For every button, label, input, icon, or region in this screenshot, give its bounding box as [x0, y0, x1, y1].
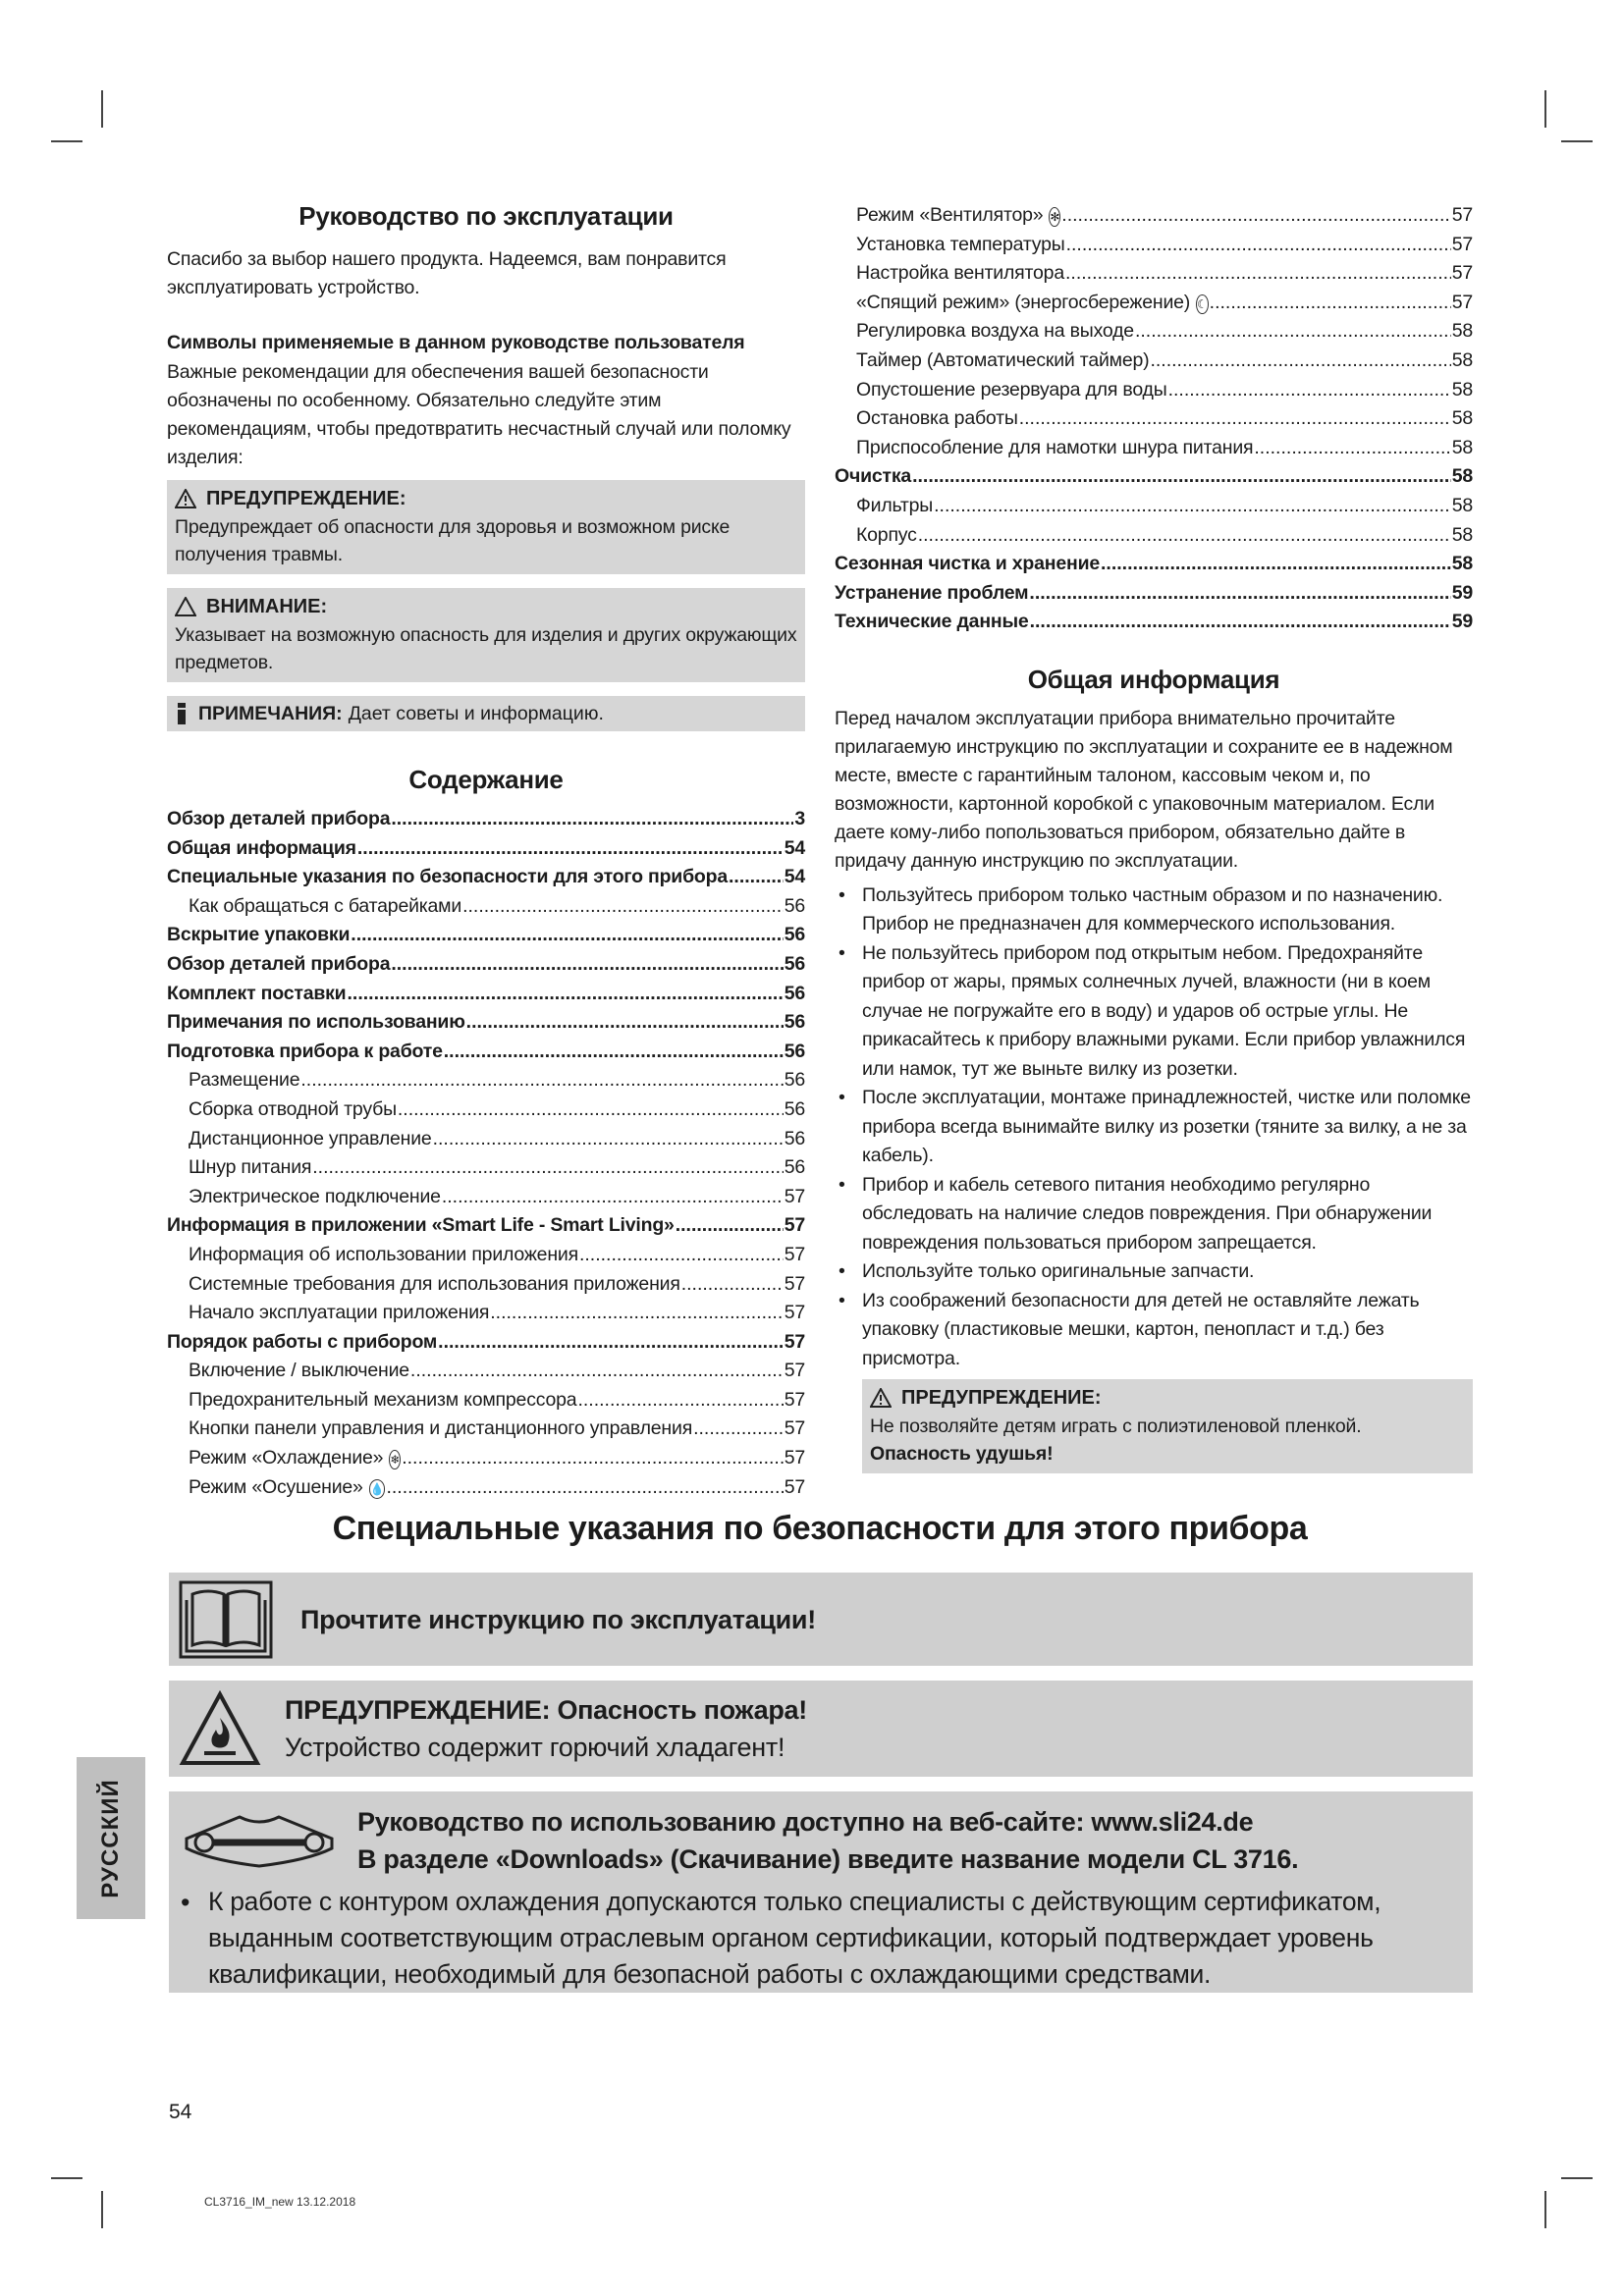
toc-entry[interactable]: Информация в приложении «Smart Life - Smart Living» ..... 57	[167, 1211, 805, 1241]
toc-entry[interactable]: Обзор деталей прибора ..... 56	[167, 950, 805, 980]
warning-bold-text: Опасность удушья!	[870, 1443, 1054, 1466]
toc-entry[interactable]: Установка температуры ..... 57	[835, 231, 1473, 260]
toc-entry[interactable]: Приспособление для намотки шнура питания ..... 58	[835, 434, 1473, 463]
caution-triangle-icon	[175, 597, 196, 616]
warning-notice	[167, 480, 805, 574]
toc-entry[interactable]: Сборка отводной трубы ..... 56	[167, 1095, 805, 1125]
snowflake-icon: ❄	[389, 1450, 401, 1469]
toc-entry[interactable]: Режим «Охлаждение» ❄ ..... 57	[167, 1444, 805, 1473]
list-item: • Не пользуйтесь прибором под открытым небом. Предохраняйте прибор от жары, прямых солнечных лучей, влажности (ни в коем случае не погружайте его в воду) и ударов об острые углы. Не прикасайтесь к прибору влажными руками. Если прибор увлажнился или намок, тут же выньте вилку из розетки.	[835, 939, 1473, 1085]
crop-mark	[101, 2191, 103, 2228]
note-notice	[167, 696, 805, 731]
moon-icon: ☾	[1196, 294, 1209, 314]
toc-entry[interactable]: Примечания по использованию ..... 56	[167, 1008, 805, 1038]
crop-mark	[1544, 90, 1546, 128]
toc-entry[interactable]: Технические данные ..... 59	[835, 608, 1473, 637]
language-tab	[77, 1757, 145, 1919]
toc-entry[interactable]: Шнур питания ..... 56	[167, 1153, 805, 1183]
general-text: Перед началом эксплуатации прибора внимательно прочитайте прилагаемую инструкцию по эксплуатации и сохраните ее в надежном месте, вместе с гарантийным талоном, кассовым чеком и, по возможности, картонной коробкой с упаковочным материалом. Если даете кому-либо попользоваться прибором, обязательно дайте в придачу данную инструкцию по эксплуатации.	[835, 707, 1453, 872]
toc-entry[interactable]: Порядок работы с прибором ..... 57	[167, 1328, 805, 1358]
flammable-warning-icon	[179, 1690, 261, 1767]
toc-right	[835, 201, 1473, 637]
toc-entry[interactable]: Опустошение резервуара для воды ..... 58	[835, 376, 1473, 405]
warning-label: ПРЕДУПРЕЖДЕНИЕ:	[206, 488, 406, 509]
toc-entry[interactable]: Вскрытие упаковки ..... 56	[167, 921, 805, 950]
manual-model-line: В разделе «Downloads» (Скачивание) введите название модели CL 3716.	[357, 1844, 1299, 1874]
manual-tool-icon	[181, 1809, 338, 1872]
suffocation-warning	[862, 1379, 1473, 1473]
toc-entry[interactable]: Электрическое подключение ..... 57	[167, 1183, 805, 1212]
fire-warning-band	[169, 1681, 1473, 1777]
general-title: Общая информация	[1027, 664, 1280, 694]
fire-warning-text: Устройство содержит горючий хладагент!	[285, 1733, 785, 1762]
toc-entry[interactable]: «Спящий режим» (энергосбережение) ☾ ..... 57	[835, 289, 1473, 318]
manual-url-line: Руководство по использованию доступно на веб-сайте: www.sli24.de	[357, 1807, 1254, 1837]
right-column	[835, 201, 1473, 1473]
warning-label: ПРЕДУПРЕЖДЕНИЕ:	[901, 1387, 1102, 1410]
drop-icon: 💧	[369, 1479, 386, 1499]
note-text: Дает советы и информацию.	[348, 703, 604, 724]
safety-title: Специальные указания по безопасности для этого прибора	[332, 1510, 1308, 1547]
toc-entry[interactable]: Системные требования для использования приложения ..... 57	[167, 1270, 805, 1300]
toc-entry[interactable]: Режим «Вентилятор» ✻ ..... 57	[835, 201, 1473, 231]
left-column	[167, 201, 805, 1502]
footer-id: CL3716_IM_new 13.12.2018	[204, 2195, 356, 2209]
toc-entry[interactable]: Подготовка прибора к работе ..... 56	[167, 1038, 805, 1067]
list-item: • Используйте только оригинальные запчасти.	[835, 1257, 1473, 1287]
read-manual-band	[169, 1573, 1473, 1666]
toc-entry[interactable]: Настройка вентилятора ..... 57	[835, 259, 1473, 289]
symbols-heading: Символы применяемые в данном руководстве пользователя	[167, 332, 745, 353]
contents-title: Содержание	[408, 765, 564, 794]
toc-entry[interactable]: Информация об использовании приложения ..... 57	[167, 1241, 805, 1270]
book-icon	[179, 1580, 273, 1659]
toc-left	[167, 805, 805, 1502]
language-label: РУССКИЙ	[97, 1778, 124, 1898]
toc-entry[interactable]: Очистка ..... 58	[835, 462, 1473, 492]
caution-label: ВНИМАНИЕ:	[206, 596, 328, 617]
note-label: ПРИМЕЧАНИЯ:	[198, 703, 343, 724]
toc-entry[interactable]: Общая информация ..... 54	[167, 834, 805, 864]
toc-entry[interactable]: Специальные указания по безопасности для этого прибора ..... 54	[167, 863, 805, 892]
intro-text: Спасибо за выбор нашего продукта. Надеемся, вам понравится эксплуатировать устройство.	[167, 248, 727, 298]
toc-entry[interactable]: Кнопки панели управления и дистанционного управления ..... 57	[167, 1415, 805, 1444]
toc-entry[interactable]: Дистанционное управление ..... 56	[167, 1125, 805, 1154]
page-number: 54	[169, 2101, 192, 2123]
toc-entry[interactable]: Устранение проблем ..... 59	[835, 579, 1473, 609]
crop-mark	[51, 140, 82, 142]
toc-entry[interactable]: Включение / выключение ..... 57	[167, 1357, 805, 1386]
list-item: • Пользуйтесь прибором только частным образом и по назначению. Прибор не предназначен для коммерческого использования.	[835, 881, 1473, 939]
general-bullets	[835, 881, 1473, 1374]
certification-bullet: • К работе с контуром охлаждения допускаются только специалисты с действующим сертификатом, выданным соответствующим отраслевым органом сертификации, который подтверждает уровень квалификации, необходимый для безопасной работы с охлаждающими средствами.	[169, 1884, 1473, 1993]
crop-mark	[51, 2177, 82, 2179]
crop-mark	[1544, 2191, 1546, 2228]
toc-entry[interactable]: Фильтры ..... 58	[835, 492, 1473, 521]
toc-entry[interactable]: Размещение ..... 56	[167, 1066, 805, 1095]
toc-entry[interactable]: Предохранительный механизм компрессора ..... 57	[167, 1386, 805, 1415]
toc-entry[interactable]: Обзор деталей прибора ..... 3	[167, 805, 805, 834]
fire-warning-label: ПРЕДУПРЕЖДЕНИЕ: Опасность пожара!	[285, 1695, 807, 1725]
warning-triangle-icon	[870, 1388, 892, 1408]
list-item: • Прибор и кабель сетевого питания необходимо регулярно обследовать на наличие следов повреждения. При обнаружении повреждения пользоваться прибором запрещается.	[835, 1171, 1473, 1258]
toc-entry[interactable]: Сезонная чистка и хранение ..... 58	[835, 550, 1473, 579]
toc-entry[interactable]: Комплект поставки ..... 56	[167, 980, 805, 1009]
fan-icon: ✻	[1049, 207, 1060, 227]
crop-mark	[1561, 2177, 1593, 2179]
crop-mark	[1561, 140, 1593, 142]
warning-triangle-icon	[175, 489, 196, 508]
toc-entry[interactable]: Таймер (Автоматический таймер) ..... 58	[835, 347, 1473, 376]
read-manual-text: Прочтите инструкцию по эксплуатации!	[300, 1604, 816, 1634]
symbols-text: Важные рекомендации для обеспечения вашей безопасности обозначены по особенному. Обязательно следуйте этим рекомендациям, чтобы предотвратить несчастный случай или поломку изделия:	[167, 361, 791, 468]
caution-notice	[167, 588, 805, 682]
toc-entry[interactable]: Как обращаться с батарейками ..... 56	[167, 892, 805, 922]
toc-entry[interactable]: Начало эксплуатации приложения ..... 57	[167, 1299, 805, 1328]
warning-text: Предупреждает об опасности для здоровья и возможном риске получения травмы.	[175, 516, 731, 565]
info-icon	[175, 702, 189, 725]
toc-entry[interactable]: Регулировка воздуха на выходе ..... 58	[835, 317, 1473, 347]
caution-text: Указывает на возможную опасность для изделия и других окружающих предметов.	[175, 624, 797, 673]
manual-download-band	[169, 1791, 1473, 1993]
warning-text: Не позволяйте детям играть с полиэтиленовой пленкой.	[870, 1415, 1362, 1438]
crop-mark	[101, 90, 103, 128]
certification-text: К работе с контуром охлаждения допускаются только специалисты с действующим сертификатом, выданным соответствующим отраслевым органом сертификации, который подтверждает уровень квалификации, необходимый для безопасной работы с охлаждающими средствами.	[208, 1887, 1381, 1989]
list-item: • После эксплуатации, монтаже принадлежностей, чистке или поломке прибора всегда вынимайте вилку из розетки (тяните за вилку, а не за кабель).	[835, 1084, 1473, 1171]
toc-entry[interactable]: Режим «Осушение» 💧 ..... 57	[167, 1473, 805, 1503]
toc-entry[interactable]: Остановка работы ..... 58	[835, 404, 1473, 434]
list-item: • Из соображений безопасности для детей не оставляйте лежать упаковку (пластиковые мешки, картон, пенопласт и т.д.) без присмотра.	[835, 1287, 1473, 1374]
toc-entry[interactable]: Корпус ..... 58	[835, 521, 1473, 551]
manual-title: Руководство по эксплуатации	[298, 201, 674, 231]
